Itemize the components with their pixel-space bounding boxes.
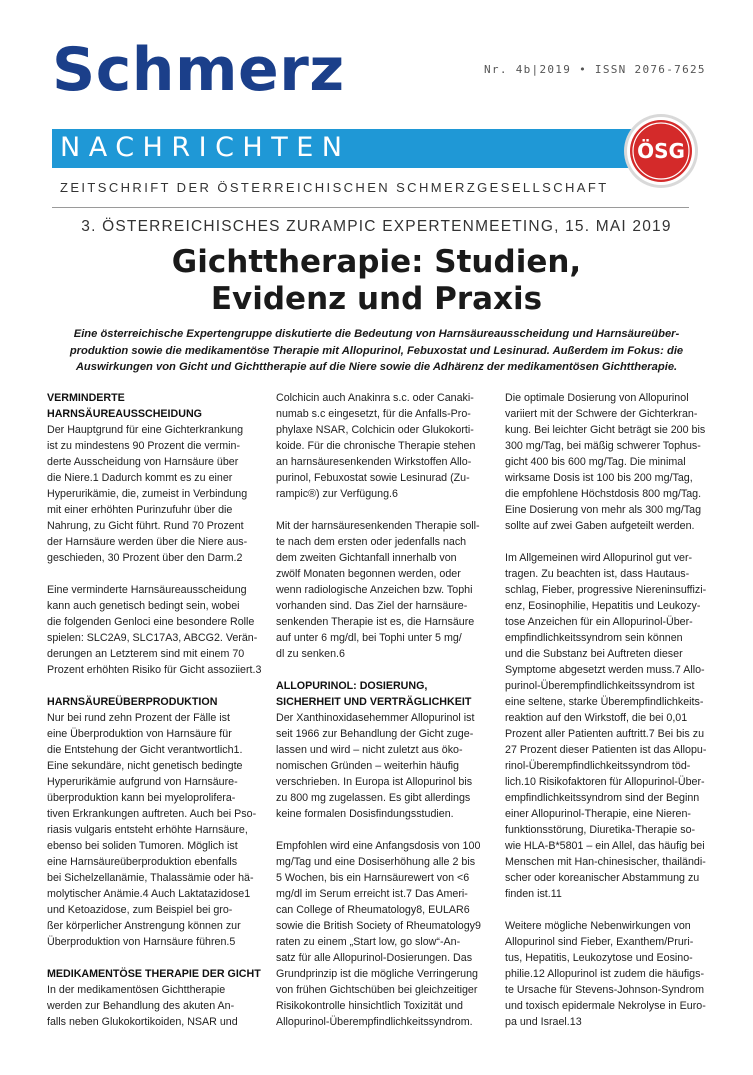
body-line: zu 800 mg zugelassen. Es gibt allerdings <box>276 792 471 804</box>
body-line: Mit der harnsäuresenkenden Therapie soll- <box>276 520 480 532</box>
headline <box>0 244 753 318</box>
body-line: lich.10 Risikofaktoren für Allopurinol-Über- <box>505 776 705 788</box>
body-line: und Ketoazidose, zum Beispiel bei gro- <box>47 904 233 916</box>
body-line: falls neben Glukokortikoiden, NSAR und <box>47 1016 238 1028</box>
body-line: Risikokontrolle hinsichtlich Toxizität und <box>276 1000 463 1012</box>
body-line: sowie die British Society of Rheumatology9 <box>276 920 481 932</box>
body-line: derte Ausscheidung von Harnsäure über <box>47 456 239 468</box>
body-line: schlag, Fieber, progressive Niereninsuffizi- <box>505 584 707 596</box>
lead-line: produktion sowie die medikamentöse Therapie mit Allopurinol, Febuxostat und Lesinurad. Außerdem im Fokus: die <box>69 344 684 357</box>
body-line: wenn radiologische Anzeichen bzw. Tophi <box>276 584 473 596</box>
body-line: variiert mit der Schwere der Gichterkran- <box>505 408 698 420</box>
body-line: Menschen mit Han-chinesischer, thailändi- <box>505 856 706 868</box>
body-line: phylaxe NSAR, Colchicin oder Glukokorti- <box>276 424 474 436</box>
body-line: und toxisch epidermale Nekrolyse in Euro- <box>505 1000 706 1012</box>
body-line: lassen und wird – nicht zuletzt aus öko- <box>276 744 463 756</box>
body-line: Hyperurikämie aufgrund von Harnsäure- <box>47 776 238 788</box>
body-line: numab s.c eingesetzt, für die Anfalls-Pro- <box>276 408 471 420</box>
body-line: riasis vulgaris entsteht erhöhte Harnsäure, <box>47 824 248 836</box>
body-line: senkenden Therapie ist es, die Harnsäure <box>276 616 475 628</box>
body-line: Hyperurikämie, die, zumeist in Verbindung <box>47 488 248 500</box>
body-line: 5 Wochen, bis ein Harnsäurewert von <6 <box>276 872 470 884</box>
body-line: kung. Bei leichter Gicht beträgt sie 200 bis <box>505 424 706 436</box>
body-line: scher oder koreanischer Abstammung zu <box>505 872 700 884</box>
body-line: vorhanden sind. Das Ziel der harnsäure- <box>276 600 468 612</box>
paragraph-gap <box>505 534 706 550</box>
body-line: Eine sekundäre, nicht genetisch bedingte <box>47 760 243 772</box>
section-heading: MEDIKAMENTÖSE THERAPIE DER GICHT <box>47 968 261 980</box>
body-line: einer Allopurinol-Therapie, eine Nieren- <box>505 808 691 820</box>
section-heading: HARNSÄUREAUSSCHEIDUNG <box>47 408 202 420</box>
section-heading: ALLOPURINOL: DOSIERUNG, <box>276 680 428 692</box>
lead-paragraph <box>55 326 698 376</box>
body-line: empfindlichkeitssyndrom sein können <box>505 632 683 644</box>
body-line: pa und Israel.13 <box>505 1016 582 1028</box>
body-line: Prozent aller Patienten auftritt.7 Bei bis zu <box>505 728 705 740</box>
body-line: Colchicin auch Anakinra s.c. oder Canaki- <box>276 392 474 404</box>
body-line: der Harnsäure werden über die Niere aus- <box>47 536 248 548</box>
body-line: Grundprinzip ist die mögliche Verringerung <box>276 968 478 980</box>
body-line: Überproduktion von Harnsäure führen.5 <box>47 936 236 948</box>
body-line: bei Sichelzellanämie, Thalassämie oder hä- <box>47 872 254 884</box>
lead-line: Auswirkungen von Gicht und Gichttherapie auf die Niere sowie die Adhärenz der medikamentösen Gichttherapie. <box>75 361 678 373</box>
body-line: sollte auf zwei Gaben aufgeteilt werden. <box>505 520 695 532</box>
lead-line: Eine österreichische Expertengruppe diskutierte die Bedeutung von Harnsäureausscheidung und Harnsäureüber- <box>73 328 680 340</box>
body-line: die Niere.1 Dadurch kommt es zu einer <box>47 472 233 484</box>
journal-subtitle-band: NACHRICHTEN <box>60 132 351 163</box>
body-line: raten zu einem „Start low, go slow“-An- <box>276 936 461 948</box>
body-line: nomischen Gründen – weiterhin häufig <box>276 760 459 772</box>
body-line: an harnsäuresenkenden Wirkstoffen Allo- <box>276 456 472 468</box>
body-line: die empfohlene Höchstdosis 800 mg/Tag. <box>505 488 702 500</box>
body-line: Prozent erhöhten Risiko für Gicht assoziiert.3 <box>47 664 262 676</box>
body-line: can College of Rheumatology8, EULAR6 <box>276 904 470 916</box>
body-line: funktionsstörung, Diuretika-Therapie so- <box>505 824 696 836</box>
body-line: geschieden, 30 Prozent über den Darm.2 <box>47 552 243 564</box>
body-line: ist zu mindestens 90 Prozent die vermin- <box>47 440 241 452</box>
body-line: 27 Prozent dieser Patienten ist das Allopu- <box>505 744 707 756</box>
body-line: tiven Erkrankungen auftreten. Auch bei Pso- <box>47 808 257 820</box>
body-line: dl zu senken.6 <box>276 648 345 660</box>
body-line: Eine Dosierung von mehr als 300 mg/Tag <box>505 504 702 516</box>
paragraph-gap <box>276 502 481 518</box>
body-line: spielen: SLC2A9, SLC17A3, ABCG2. Verän- <box>47 632 258 644</box>
body-line: Allopurinol-Überempfindlichkeitssyndrom. <box>276 1016 473 1028</box>
paragraph-gap <box>276 662 481 678</box>
body-line: überproduktion kann bei myeloprolifera- <box>47 792 236 804</box>
text-column-1 <box>47 390 261 1030</box>
body-line: mit einer erhöhten Purinzufuhr über die <box>47 504 233 516</box>
body-line: von frühen Gichtschüben bei gleichzeitiger <box>276 984 478 996</box>
body-line: dem zweiten Gichtanfall innerhalb von <box>276 552 457 564</box>
body-line: tus, Hepatitis, Leukozytose und Eosino- <box>505 952 693 964</box>
paragraph-gap <box>505 902 706 918</box>
journal-title: Schmerz <box>52 35 345 105</box>
section-heading: SICHERHEIT UND VERTRÄGLICHKEIT <box>276 696 472 708</box>
body-line: die Entstehung der Gicht verantwortlich1. <box>47 744 243 756</box>
headline-line: Evidenz und Praxis <box>210 281 543 317</box>
body-line: Symptome abgesetzt werden muss.7 Allo- <box>505 664 705 676</box>
body-line: Nur bei rund zehn Prozent der Fälle ist <box>47 712 230 724</box>
journal-tagline: ZEITSCHRIFT DER ÖSTERREICHISCHEN SCHMERZGESELLSCHAFT <box>60 180 609 195</box>
body-line: te nach dem ersten oder jedenfalls nach <box>276 536 467 548</box>
body-line: purinol, Febuxostat sowie Lesinurad (Zu- <box>276 472 470 484</box>
body-line: seit 1966 zur Behandlung der Gicht zuge- <box>276 728 474 740</box>
body-line: Weitere mögliche Nebenwirkungen von <box>505 920 691 932</box>
divider <box>52 207 689 208</box>
body-line: Eine verminderte Harnsäureausscheidung <box>47 584 247 596</box>
body-line: zwölf Monaten begonnen werden, oder <box>276 568 461 580</box>
logo-text: ÖSG <box>637 139 685 163</box>
body-line: Im Allgemeinen wird Allopurinol gut ver- <box>505 552 693 564</box>
body-line: koide. Für die chronische Therapie stehen <box>276 440 476 452</box>
headline-line: Gichttherapie: Studien, <box>171 244 582 280</box>
body-line: satz für alle Allopurinol-Dosierungen. Das <box>276 952 473 964</box>
body-line: philie.12 Allopurinol ist zudem die häufigs- <box>505 968 705 980</box>
body-line: mg/Tag und eine Dosiserhöhung alle 2 bis <box>276 856 476 868</box>
body-line: keine formalen Dosisfindungsstudien. <box>276 808 454 820</box>
body-line: finden ist.11 <box>505 888 562 900</box>
body-line: Nahrung, zu Gicht führt. Rund 70 Prozent <box>47 520 244 532</box>
body-line: Der Hauptgrund für eine Gichterkrankung <box>47 424 244 436</box>
body-line: molytischer Anämie.4 Auch Laktatazidose1 <box>47 888 251 900</box>
issue-info: Nr. 4b|2019 • ISSN 2076-7625 <box>484 63 706 76</box>
paragraph-gap <box>47 566 261 582</box>
body-line: reaktion auf den Wirkstoff, die bei 0,01 <box>505 712 688 724</box>
body-line: eine Überproduktion von Harnsäure für <box>47 728 232 740</box>
body-line: und die Substanz bei Auftreten dieser <box>505 648 683 660</box>
body-line: wie HLA-B*5801 – ein Allel, das häufig bei <box>505 840 705 852</box>
body-line: tragen. Zu beachten ist, dass Hautaus- <box>505 568 690 580</box>
text-column-3 <box>505 390 706 1030</box>
body-line: 300 mg/Tag, bei mäßig schwerer Tophus- <box>505 440 701 452</box>
body-line: mg/dl im Serum erreicht ist.7 Das Ameri- <box>276 888 468 900</box>
section-heading: VERMINDERTE <box>47 392 125 404</box>
body-line: ebenso bei soliden Tumoren. Möglich ist <box>47 840 238 852</box>
body-line: kann auch genetisch bedingt sein, wobei <box>47 600 240 612</box>
body-line: purinol-Überempfindlichkeitssyndrom ist <box>505 680 695 692</box>
text-column-2 <box>276 390 481 1030</box>
body-line: Die optimale Dosierung von Allopurinol <box>505 392 689 404</box>
body-line: wirksame Dosis ist 100 bis 200 mg/Tag, <box>505 472 693 484</box>
oesg-logo <box>622 112 700 190</box>
body-line: Empfohlen wird eine Anfangsdosis von 100 <box>276 840 481 852</box>
body-line: rampic®) zur Verfügung.6 <box>276 488 398 500</box>
body-line: In der medikamentösen Gichttherapie <box>47 984 226 996</box>
body-line: empfindlichkeitssyndrom sind der Beginn <box>505 792 700 804</box>
body-line: derungen an Letzterem sind mit einem 70 <box>47 648 245 660</box>
body-line: rinol-Überempfindlichkeitssyndrom töd- <box>505 760 691 772</box>
body-line: te Ursache für Stevens-Johnson-Syndrom <box>505 984 704 996</box>
body-line: tose Anzeichen für ein Allopurinol-Über- <box>505 616 693 628</box>
body-line: Der Xanthinoxidasehemmer Allopurinol ist <box>276 712 475 724</box>
body-line: enz, Eosinophilie, Hepatitis und Leukozy- <box>505 600 701 612</box>
paragraph-gap <box>47 678 261 694</box>
body-line: verschrieben. In Europa ist Allopurinol bis <box>276 776 473 788</box>
section-heading: HARNSÄUREÜBERPRODUKTION <box>47 696 218 708</box>
event-title: 3. ÖSTERREICHISCHES ZURAMPIC EXPERTENMEETING, 15. MAI 2019 <box>81 218 672 235</box>
body-line: eine Harnsäureüberproduktion ebenfalls <box>47 856 238 868</box>
paragraph-gap <box>276 822 481 838</box>
body-line: gicht 400 bis 600 mg/Tag. Die minimal <box>505 456 686 468</box>
body-line: eine seltene, starke Überempfindlichkeits- <box>505 696 704 708</box>
body-line: ßer körperlicher Anstrengung können zur <box>47 920 241 932</box>
body-line: auf unter 6 mg/dl, bei Tophi unter 5 mg/ <box>276 632 462 644</box>
body-line: die folgenden Genloci eine besondere Rolle <box>47 616 255 628</box>
body-line: Allopurinol sind Fieber, Exanthem/Pruri- <box>505 936 694 948</box>
paragraph-gap <box>47 950 261 966</box>
body-line: werden zur Behandlung des akuten An- <box>47 1000 235 1012</box>
